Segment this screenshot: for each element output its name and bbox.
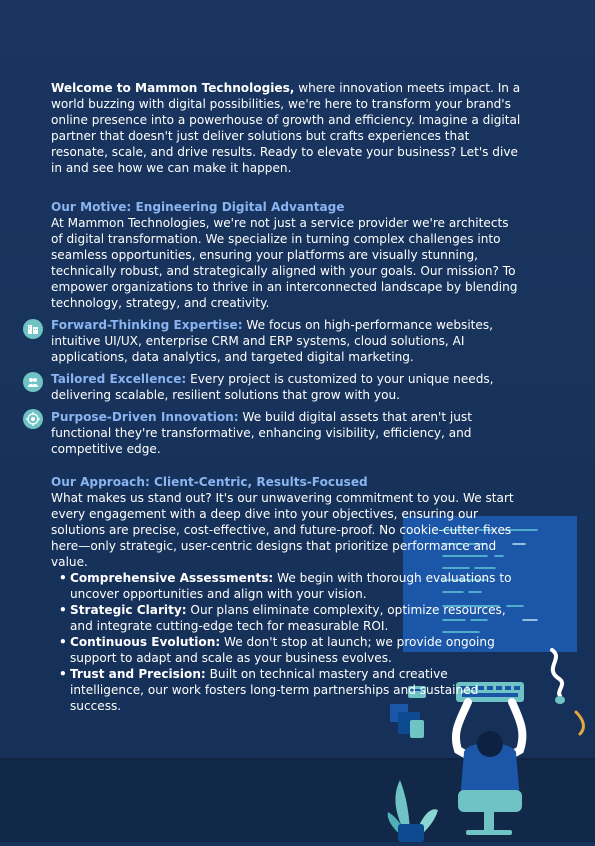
approach-section: [51, 474, 521, 714]
feature-forward-thinking: [51, 317, 521, 365]
list-item: [70, 602, 521, 634]
feature-purpose-driven-text: [51, 409, 521, 457]
approach-paragraph: What makes us stand out? It's our unwavering commitment to you. We start every engagement with a deep dive into your objectives, ensuring our solutions are precise, cost-effective, and future-proof. No cookie-cutter fixes here—only strategic, user-centric designs that prioritize performance and value.: [51, 491, 514, 569]
bullet-label: Continuous Evolution:: [70, 635, 221, 649]
approach-list: [51, 570, 521, 714]
bullet-label: Comprehensive Assessments:: [70, 571, 274, 585]
motive-paragraph: At Mammon Technologies, we're not just a service provider we're architects of digital transformation. We specialize in turning complex challenges into seamless opportunities, ensuring your platforms are visually stunning, technically robust, and strategically aligned with your goals. Our mission? To empower organizations to thrive in an interconnected landscape by blending technology, strategy, and creativity.: [51, 216, 518, 310]
feature-purpose-driven-label: Purpose-Driven Innovation:: [51, 410, 239, 424]
people-icon: [23, 372, 43, 392]
feature-tailored-excellence-text: [51, 371, 521, 403]
bullet-text: Our plans eliminate complexity, optimize resources, and integrate cutting-edge tech for measurable ROI.: [70, 603, 506, 633]
feature-tailored-excellence-label: Tailored Excellence:: [51, 372, 187, 386]
bullet-text: We don't stop at launch; we provide ongoing support to adapt and scale as your business evolves.: [70, 635, 495, 665]
bullet-label: Trust and Precision:: [70, 667, 206, 681]
feature-forward-thinking-label: Forward-Thinking Expertise:: [51, 318, 243, 332]
feature-purpose-driven-body: We build digital assets that aren't just functional they're transformative, enhancing visibility, efficiency, and competitive edge.: [51, 410, 472, 456]
motive-title: Our Motive: Engineering Digital Advantage: [51, 200, 345, 214]
list-item: [70, 666, 521, 714]
building-icon: [23, 319, 43, 339]
list-item: [70, 570, 521, 602]
feature-forward-thinking-text: [51, 317, 521, 365]
feature-purpose-driven: [51, 409, 521, 457]
intro-paragraph: [51, 80, 521, 176]
bullet-label: Strategic Clarity:: [70, 603, 187, 617]
list-item: [70, 634, 521, 666]
bullet-text: Built on technical mastery and creative intelligence, our work fosters long-term partnerships and sustained success.: [70, 667, 479, 713]
target-icon: [23, 409, 43, 429]
approach-title: Our Approach: Client-Centric, Results-Focused: [51, 475, 368, 489]
intro-text: where innovation meets impact. In a world buzzing with digital possibilities, we're here to transform your brand's online presence into a powerhouse of growth and efficiency. Imagine a digital partner that doesn't just deliver solutions but crafts experiences that resonate, scale, and drive results. Ready to elevate your business? Let's dive in and see how we can make it happen.: [51, 81, 521, 175]
intro-lead: Welcome to Mammon Technologies,: [51, 81, 295, 95]
feature-tailored-excellence-body: Every project is customized to your unique needs, delivering scalable, resilient solutions that grow with you.: [51, 372, 494, 402]
feature-forward-thinking-body: We focus on high-performance websites, intuitive UI/UX, enterprise CRM and ERP systems, cloud solutions, AI applications, data analytics, and targeted digital marketing.: [51, 318, 494, 364]
main-content: [51, 80, 521, 714]
feature-tailored-excellence: [51, 371, 521, 403]
bullet-text: We begin with thorough evaluations to uncover opportunities and align with your vision.: [70, 571, 512, 601]
